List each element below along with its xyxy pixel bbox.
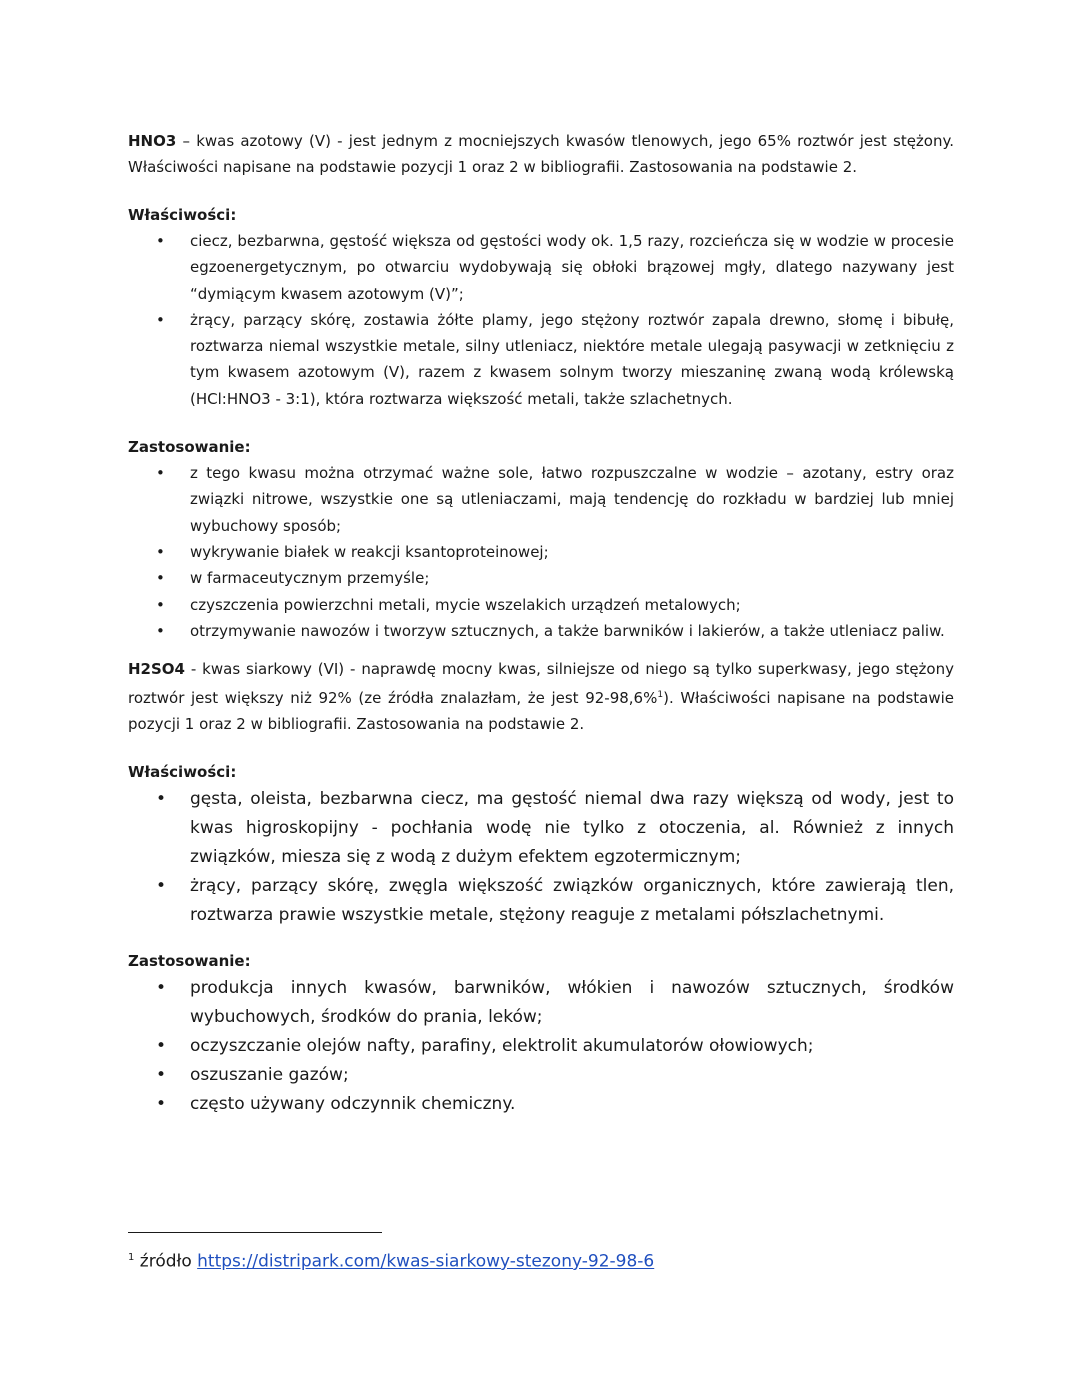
hno3-properties-heading: Właściwości: (128, 206, 237, 224)
list-item: • często używany odczynnik chemiczny. (150, 1090, 954, 1119)
list-item: • oczyszczanie olejów nafty, parafiny, elektrolit akumulatorów ołowiowych; (150, 1032, 954, 1061)
list-item: • oszuszanie gazów; (150, 1061, 954, 1090)
footnote (128, 1246, 654, 1274)
bullet-icon: • (156, 310, 165, 329)
h2so4-properties-list (150, 785, 954, 930)
footnote-reference[interactable]: 1 (657, 690, 664, 701)
hno3-formula: HNO3 (128, 132, 177, 150)
bullet-icon: • (156, 595, 165, 614)
h2so4-formula: H2SO4 (128, 660, 185, 679)
hno3-properties-list (150, 228, 954, 412)
hno3-intro-text: – kwas azotowy (V) - jest jednym z mocniejszych kwasów tlenowych, jego 65% roztwór jest stężony. Właściwości napisane na podstawie pozycji 1 oraz 2 w bibliografii. Zastosowania na podstawie 2. (128, 132, 954, 176)
list-item: • gęsta, oleista, bezbarwna ciecz, ma gęstość niemal dwa razy większą od wody, jest to kwas higroskopijny - pochłania wodę nie tylko z otoczenia, al. Również z innych związków, miesza się z wodą z dużym efektem egzotermicznym; (150, 785, 954, 872)
bullet-icon: • (156, 232, 165, 250)
h2so4-intro-paragraph (128, 656, 954, 737)
footnote-mark: 1 (128, 1252, 135, 1263)
list-item: • otrzymywanie nawozów i tworzyw sztucznych, a także barwników i lakierów, a także utleniacz paliw. (150, 618, 954, 644)
list-item: • żrący, parzący skórę, zwęgla większość związków organicznych, które zawierają tlen, roztwarza prawie wszystkie metale, stężony reaguje z metalami półszlachetnymi. (150, 872, 954, 930)
bullet-icon: • (156, 1094, 167, 1115)
h2so4-intro-text-end: ). Właściwości napisane na podstawie pozycji 1 oraz 2 w bibliografii. Zastosowania na podstawie 2. (128, 689, 955, 734)
list-item: • ciecz, bezbarwna, gęstość większa od gęstości wody ok. 1,5 razy, rozcieńcza się w wodzie w procesie egzoenergetycznym, po otwarciu wydobywają się obłoki brązowej mgły, dlatego nazywany jest “dymiącym kwasem azotowym (V)”; (150, 228, 954, 307)
footnote-label: źródło (134, 1251, 198, 1272)
list-item: • produkcja innych kwasów, barwników, włókien i nawozów sztucznych, środków wybuchowych, środków do prania, leków; (150, 974, 954, 1032)
list-item: • żrący, parzący skórę, zostawia żółte plamy, jego stężony roztwór zapala drewno, słomę i bibułę, roztwarza niemal wszystkie metale, silny utleniacz, niektóre metale ulegają pasywacji w zetknięciu z tym kwasem azotowym (V), razem z kwasem solnym tworzy mieszaninę zwaną wodą królewską (HCl:HNO3 - 3:1), która roztwarza większość metali, także szlachetnych. (150, 307, 954, 412)
hno3-intro-paragraph (128, 128, 954, 180)
list-item: • w farmaceutycznym przemyśle; (150, 565, 954, 591)
list-item: • czyszczenia powierzchni metali, mycie wszelakich urządzeń metalowych; (150, 592, 954, 618)
list-item: • wykrywanie białek w reakcji ksantoproteinowej; (150, 539, 954, 565)
hno3-uses-heading: Zastosowanie: (128, 438, 251, 457)
h2so4-intro-text: - kwas siarkowy (VI) - naprawdę mocny kwas, silniejsze od niego są tylko superkwasy, jego stężony roztwór jest większy niż 92% (ze źródła znalazłam, że jest 92-98,6% (128, 660, 954, 708)
bullet-icon: • (156, 978, 167, 999)
h2so4-uses-heading: Zastosowanie: (128, 952, 251, 971)
h2so4-properties-heading: Właściwości: (128, 763, 237, 782)
bullet-icon: • (156, 569, 165, 588)
list-item: • z tego kwasu można otrzymać ważne sole, łatwo rozpuszczalne w wodzie – azotany, estry oraz związki nitrowe, wszystkie one są utleniaczami, mają tendencję do rozkładu w bardziej lub mniej wybuchowy sposób; (150, 460, 954, 539)
bullet-icon: • (156, 621, 165, 640)
hno3-uses-list (150, 460, 954, 644)
bullet-icon: • (156, 464, 165, 483)
bullet-icon: • (156, 1036, 167, 1057)
document-body (128, 128, 954, 1119)
bullet-icon: • (156, 789, 167, 810)
bullet-icon: • (156, 876, 167, 897)
bullet-icon: • (156, 542, 165, 561)
footnote-source-link[interactable]: https://distripark.com/kwas-siarkowy-stezony-92-98-6 (197, 1251, 655, 1272)
h2so4-uses-list (150, 974, 954, 1119)
footnote-separator (128, 1232, 382, 1233)
bullet-icon: • (156, 1065, 167, 1086)
